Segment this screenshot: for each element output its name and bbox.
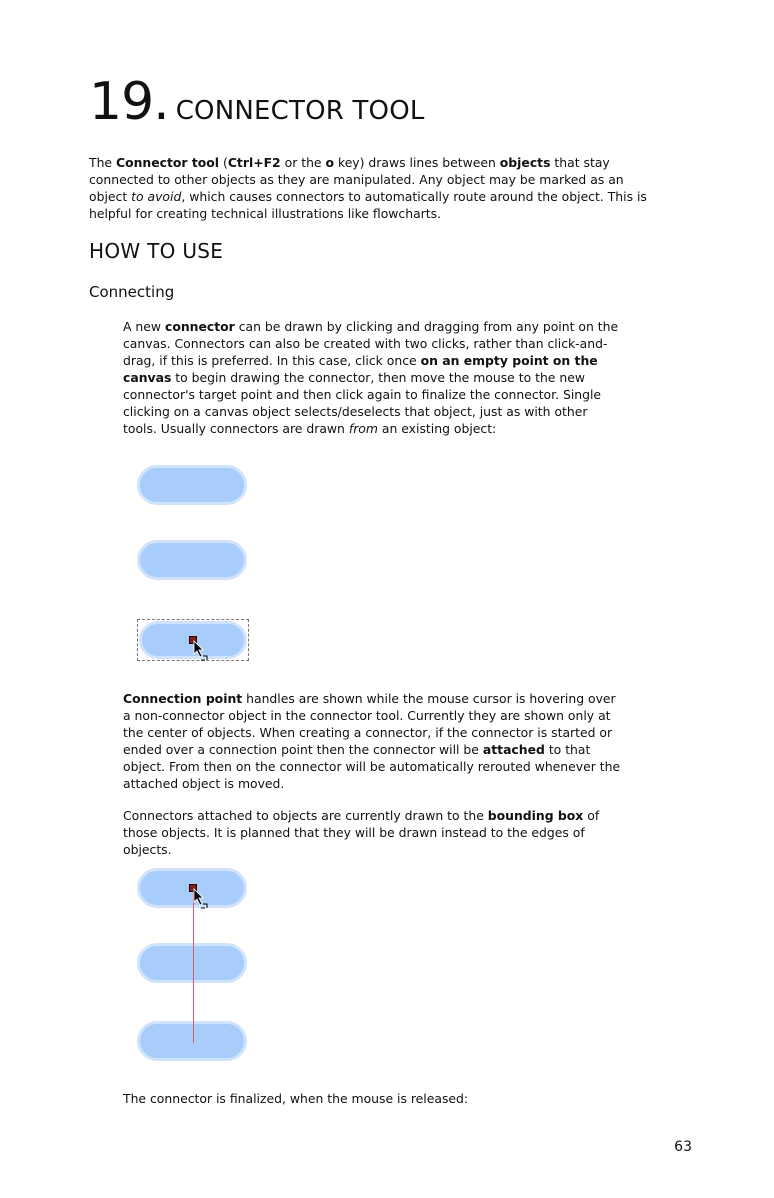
intro-text: key) draws lines between (334, 155, 500, 170)
para-italic-from: from (348, 421, 378, 436)
canvas-object-3 (137, 1021, 247, 1061)
intro-text: , which causes connectors to automatically route around the object. This is helpful for creating technical illustrations like flowcharts. (89, 189, 647, 221)
intro-bold-key: o (325, 155, 335, 170)
para-text: of those objects. It is planned that they will be drawn instead to the edges of objects. (123, 808, 600, 857)
page-number: 63 (674, 1139, 692, 1155)
para-text: an existing object: (377, 421, 497, 436)
intro-text: that stay connected to other objects as they are manipulated. Any object may be marked as an object (89, 155, 624, 204)
canvas-object-2 (137, 540, 247, 580)
intro-italic-to-avoid: to avoid (131, 189, 182, 204)
section-heading-how-to-use: HOW TO USE (89, 239, 224, 263)
intro-bold-connector-tool: Connector tool (115, 155, 220, 170)
intro-bold-objects: objects (499, 155, 551, 170)
para-text: to that object. From then on the connector will be automatically rerouted whenever the attached object is moved. (123, 742, 621, 791)
intro-text: or the (280, 155, 326, 170)
intro-text: ( (219, 155, 228, 170)
chapter-number: 19 (89, 72, 154, 132)
para-bold-bounding-box: bounding box (487, 808, 584, 823)
intro-text: The (89, 155, 116, 170)
intro-bold-shortcut: Ctrl+F2 (227, 155, 281, 170)
paragraph-connecting (123, 318, 623, 437)
connector-cursor-icon (193, 640, 213, 664)
para-text: Connectors attached to objects are currently drawn to the (123, 808, 488, 823)
chapter-title: CONNECTOR TOOL (175, 96, 425, 126)
para-bold-attached: attached (482, 742, 545, 757)
connector-cursor-icon (193, 888, 213, 912)
intro-paragraph (89, 154, 659, 222)
subsection-heading-connecting: Connecting (89, 283, 175, 301)
paragraph-finalized: The connector is finalized, when the mouse is released: (123, 1091, 469, 1106)
paragraph-bounding-box (123, 807, 623, 858)
para-text: to begin drawing the connector, then move the mouse to the new connector's target point and then click again to finalize the connector. Single clicking on a canvas object selects/deselects that object, just as with other tools. Usually connectors are drawn (123, 370, 602, 436)
para-bold-connector: connector (164, 319, 235, 334)
para-bold-empty-point: on an empty point on the canvas (123, 353, 598, 385)
canvas-object-1 (137, 465, 247, 505)
chapter-dot: . (153, 72, 170, 132)
chapter-heading (89, 72, 425, 132)
para-text: A new (123, 319, 165, 334)
para-text: handles are shown while the mouse cursor is hovering over a non-connector object in the connector tool. Currently they are shown only at the center of objects. When creating a connector, if the connector is started or ended over a connection point then the connector will be (123, 691, 616, 757)
canvas-object-2 (137, 943, 247, 983)
para-text: can be drawn by clicking and dragging from any point on the canvas. Connectors can also be created with two clicks, rather than click-and-drag, if this is preferred. In this case, click once (123, 319, 619, 368)
para-bold-connection-point: Connection point (123, 691, 243, 706)
paragraph-connection-point (123, 690, 623, 792)
